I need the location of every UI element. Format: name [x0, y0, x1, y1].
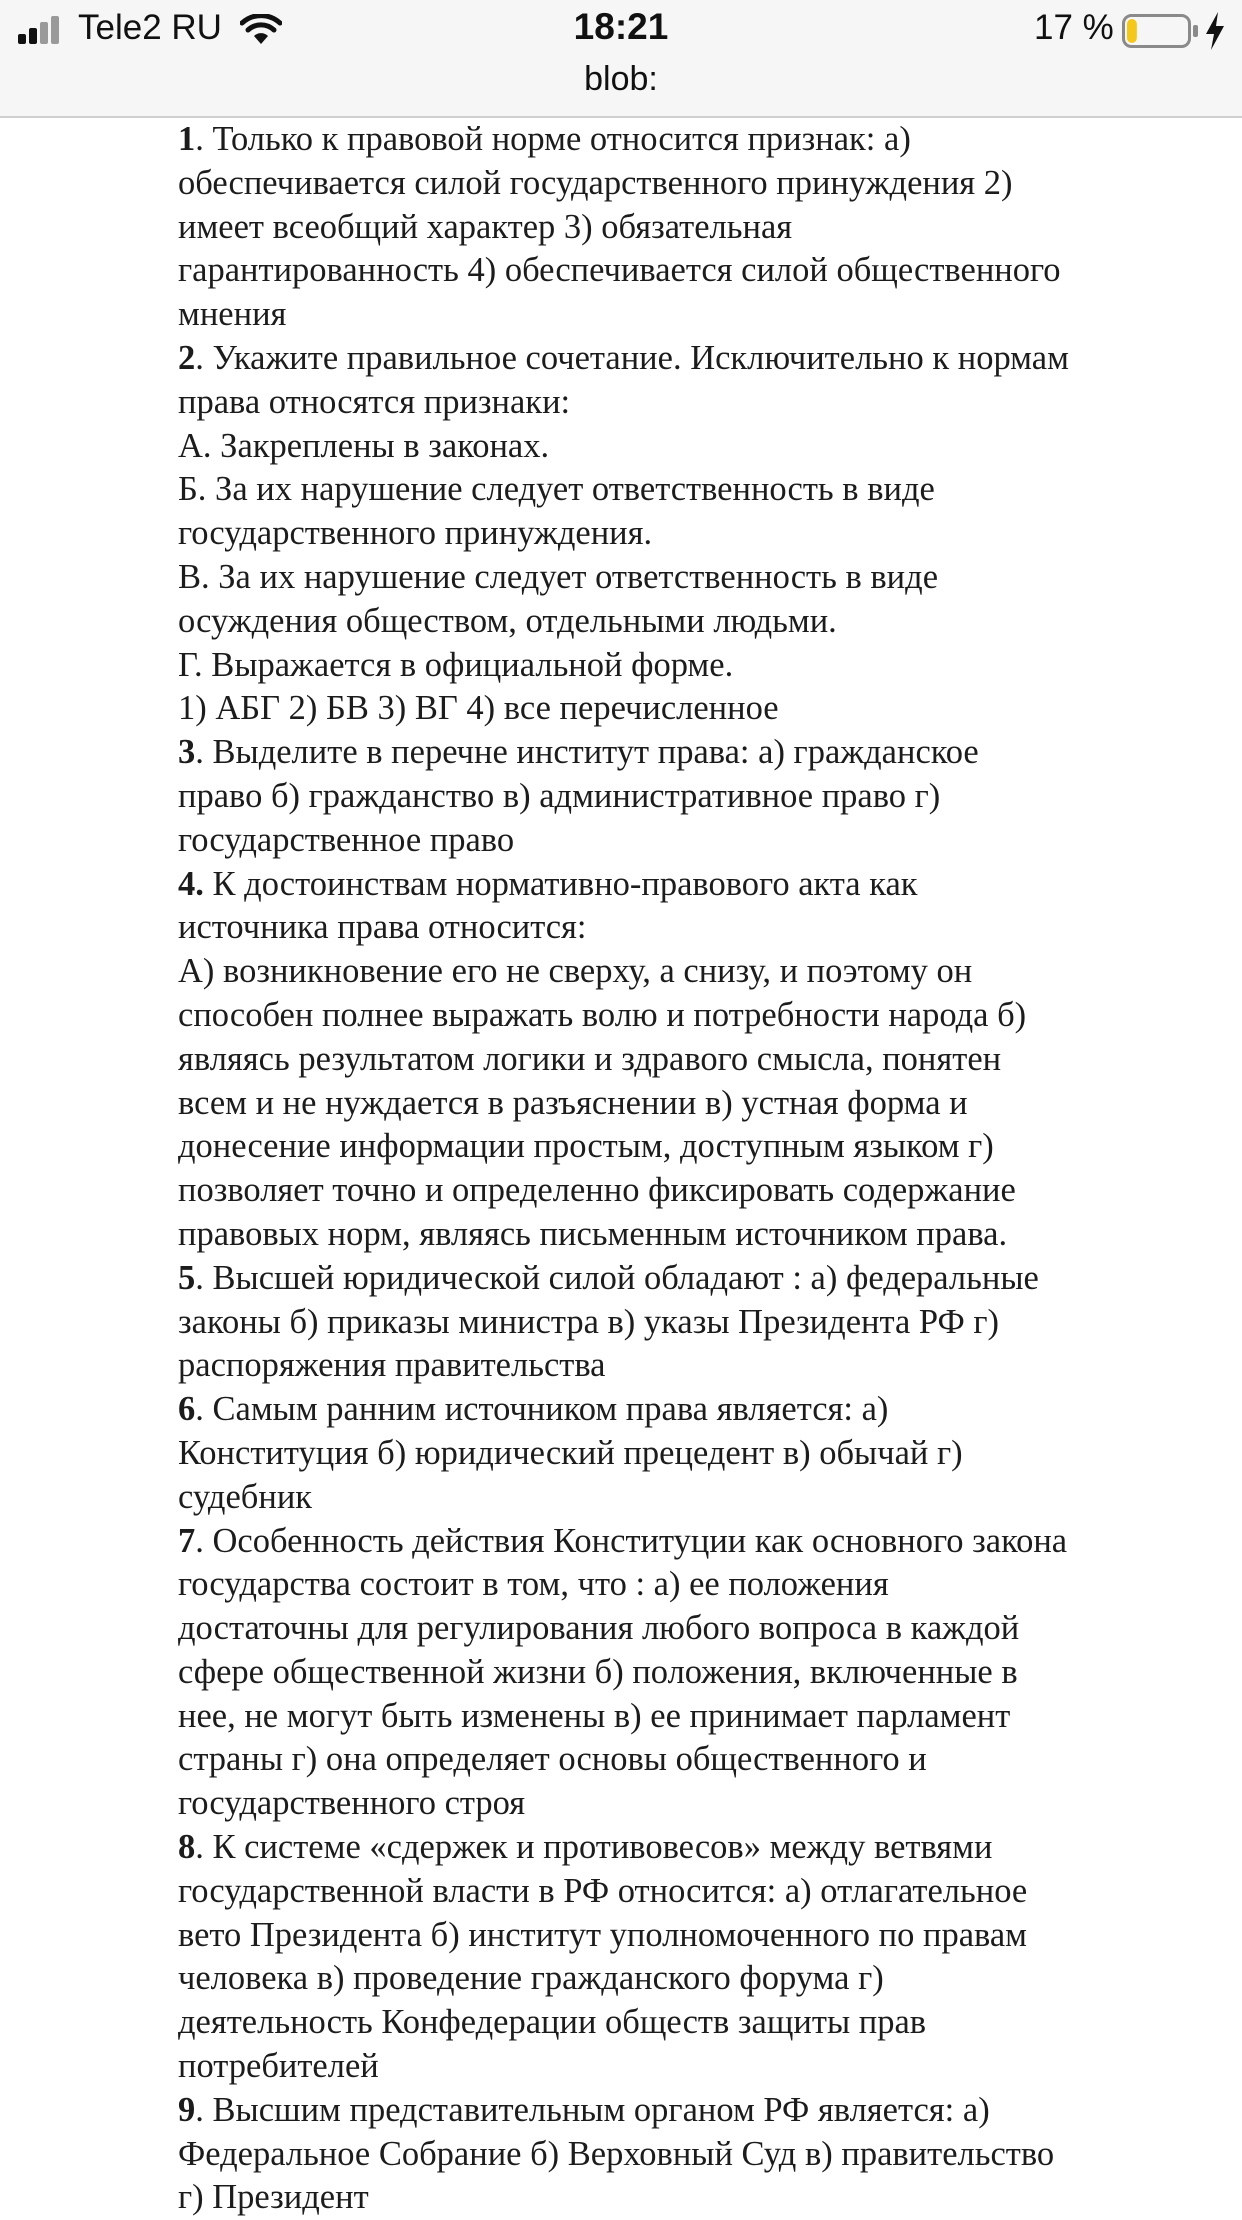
line-text: способен полнее выражать волю и потребности народа б)	[178, 995, 1027, 1034]
text-line	[178, 775, 1178, 819]
question-number: 5	[178, 1258, 196, 1297]
line-text: . Высшим представительным органом РФ является: а)	[195, 2090, 990, 2129]
line-text: 1) АБГ 2) БВ 3) ВГ 4) все перечисленное	[178, 689, 779, 728]
question-number: 3	[178, 733, 196, 772]
text-line	[178, 1476, 1178, 1520]
text-line	[178, 600, 1178, 644]
clock: 18:21	[573, 6, 669, 47]
line-text: государства состоит в том, что : а) ее положения	[178, 1565, 889, 1604]
battery-percentage: 17 %	[1034, 8, 1114, 47]
text-line	[178, 293, 1178, 337]
text-line	[178, 556, 1178, 600]
line-text: г) Президент	[178, 2178, 369, 2217]
line-text: . Самым ранним источником права является: а)	[195, 1390, 889, 1429]
line-text: законы б) приказы министра в) указы Президента РФ г)	[178, 1302, 1000, 1341]
question-number: 7	[178, 1521, 196, 1560]
line-text: государственного принуждения.	[178, 514, 653, 553]
text-line	[178, 1695, 1178, 1739]
line-text: являясь результатом логики и здравого смысла, понятен	[178, 1039, 1002, 1078]
line-text: мнения	[178, 295, 287, 334]
text-line	[178, 1826, 1178, 1870]
line-text: сфере общественной жизни б) положения, включенные в	[178, 1652, 1018, 1691]
text-line	[178, 687, 1178, 731]
line-text: государственной власти в РФ относится: а) отлагательное	[178, 1871, 1028, 1910]
question-number: 8	[178, 1828, 196, 1867]
line-text: осуждения обществом, отдельными людьми.	[178, 601, 837, 640]
text-line	[178, 512, 1178, 556]
line-text: всем и не нуждается в разъяснении в) устная форма и	[178, 1083, 968, 1122]
text-line	[178, 950, 1178, 994]
charging-bolt-icon	[1204, 12, 1226, 50]
line-text: Г. Выражается в официальной форме.	[178, 645, 734, 684]
line-text: донесение информации простым, доступным языком г)	[178, 1127, 994, 1166]
line-text: страны г) она определяет основы общественного и	[178, 1740, 927, 1779]
text-line	[178, 162, 1178, 206]
text-line	[178, 1038, 1178, 1082]
text-line	[178, 2001, 1178, 2045]
carrier-name: Tele2 RU	[78, 8, 222, 47]
text-line	[178, 1388, 1178, 1432]
line-text: государственное право	[178, 820, 515, 859]
text-line	[178, 1914, 1178, 1958]
question-number: 2	[178, 338, 196, 377]
status-and-address-bar	[0, 0, 1242, 118]
text-line	[178, 731, 1178, 775]
text-line	[178, 1870, 1178, 1914]
text-line	[178, 2089, 1178, 2133]
text-line	[178, 206, 1178, 250]
line-text: А. Закреплены в законах.	[178, 426, 550, 465]
line-text: Федеральное Собрание б) Верховный Суд в) правительство	[178, 2134, 1055, 2173]
text-line	[178, 863, 1178, 907]
line-text: достаточны для регулирования любого вопроса в каждой	[178, 1609, 1020, 1648]
text-line	[178, 1520, 1178, 1564]
line-text: . Выделите в перечне институт права: а) гражданское	[195, 733, 979, 772]
line-text: Б. За их нарушение следует ответственность в виде	[178, 470, 935, 509]
battery-icon	[1122, 14, 1200, 48]
line-text: А) возникновение его не сверху, а снизу, и поэтому он	[178, 952, 973, 991]
text-line	[178, 1301, 1178, 1345]
line-text: гарантированность 4) обеспечивается силой общественного	[178, 251, 1061, 290]
text-line	[178, 1082, 1178, 1126]
document-text	[178, 118, 1178, 2220]
text-line	[178, 1957, 1178, 2001]
text-line	[178, 1651, 1178, 1695]
text-line	[178, 1738, 1178, 1782]
line-text: . К системе «сдержек и противовесов» между ветвями	[195, 1828, 993, 1867]
text-line	[178, 2133, 1178, 2177]
text-line	[178, 468, 1178, 512]
line-text: источника права относится:	[178, 908, 587, 947]
text-line	[178, 381, 1178, 425]
text-line	[178, 2045, 1178, 2089]
line-text: . Только к правовой норме относится признак: а)	[195, 120, 911, 158]
text-line	[178, 644, 1178, 688]
text-line	[178, 906, 1178, 950]
line-text: . Высшей юридической силой обладают : а) федеральные	[195, 1258, 1039, 1297]
text-line	[178, 819, 1178, 863]
text-line	[178, 1169, 1178, 1213]
text-line	[178, 425, 1178, 469]
text-line	[178, 1563, 1178, 1607]
question-number: 9	[178, 2090, 196, 2129]
text-line	[178, 1344, 1178, 1388]
question-number: 4.	[178, 864, 204, 903]
address-bar-url[interactable]: blob:	[584, 60, 658, 98]
line-text: К достоинствам нормативно-правового акта как	[203, 864, 918, 903]
line-text: деятельность Конфедерации обществ защиты прав	[178, 2003, 927, 2042]
line-text: государственного строя	[178, 1784, 526, 1823]
line-text: правовых норм, являясь письменным источником права.	[178, 1214, 1008, 1253]
line-text: права относятся признаки:	[178, 382, 571, 421]
text-line	[178, 1782, 1178, 1826]
line-text: потребителей	[178, 2047, 379, 2086]
text-line	[178, 2176, 1178, 2220]
text-line	[178, 1257, 1178, 1301]
text-line	[178, 249, 1178, 293]
line-text: человека в) проведение гражданского форума г)	[178, 1959, 884, 1998]
line-text: судебник	[178, 1477, 313, 1516]
line-text: право б) гражданство в) административное право г)	[178, 776, 941, 815]
text-line	[178, 994, 1178, 1038]
line-text: Конституция б) юридический прецедент в) обычай г)	[178, 1433, 963, 1472]
line-text: обеспечивается силой государственного принуждения 2)	[178, 163, 1013, 202]
text-line	[178, 1125, 1178, 1169]
line-text: . Укажите правильное сочетание. Исключительно к нормам	[195, 338, 1069, 377]
text-line	[178, 337, 1178, 381]
battery-level-fill	[1127, 19, 1137, 43]
line-text: В. За их нарушение следует ответственность в виде	[178, 557, 939, 596]
line-text: нее, не могут быть изменены в) ее принимает парламент	[178, 1696, 1011, 1735]
question-number: 1	[178, 120, 196, 158]
status-bar	[0, 0, 1242, 62]
line-text: . Особенность действия Конституции как основного закона	[195, 1521, 1068, 1560]
question-number: 6	[178, 1390, 196, 1429]
line-text: вето Президента б) институт уполномоченного по правам	[178, 1915, 1027, 1954]
line-text: распоряжения правительства	[178, 1346, 606, 1385]
text-line	[178, 1607, 1178, 1651]
line-text: имеет всеобщий характер 3) обязательная	[178, 207, 793, 246]
text-line	[178, 1432, 1178, 1476]
text-line	[178, 1213, 1178, 1257]
text-line	[178, 118, 1178, 162]
line-text: позволяет точно и определенно фиксировать содержание	[178, 1171, 1016, 1210]
